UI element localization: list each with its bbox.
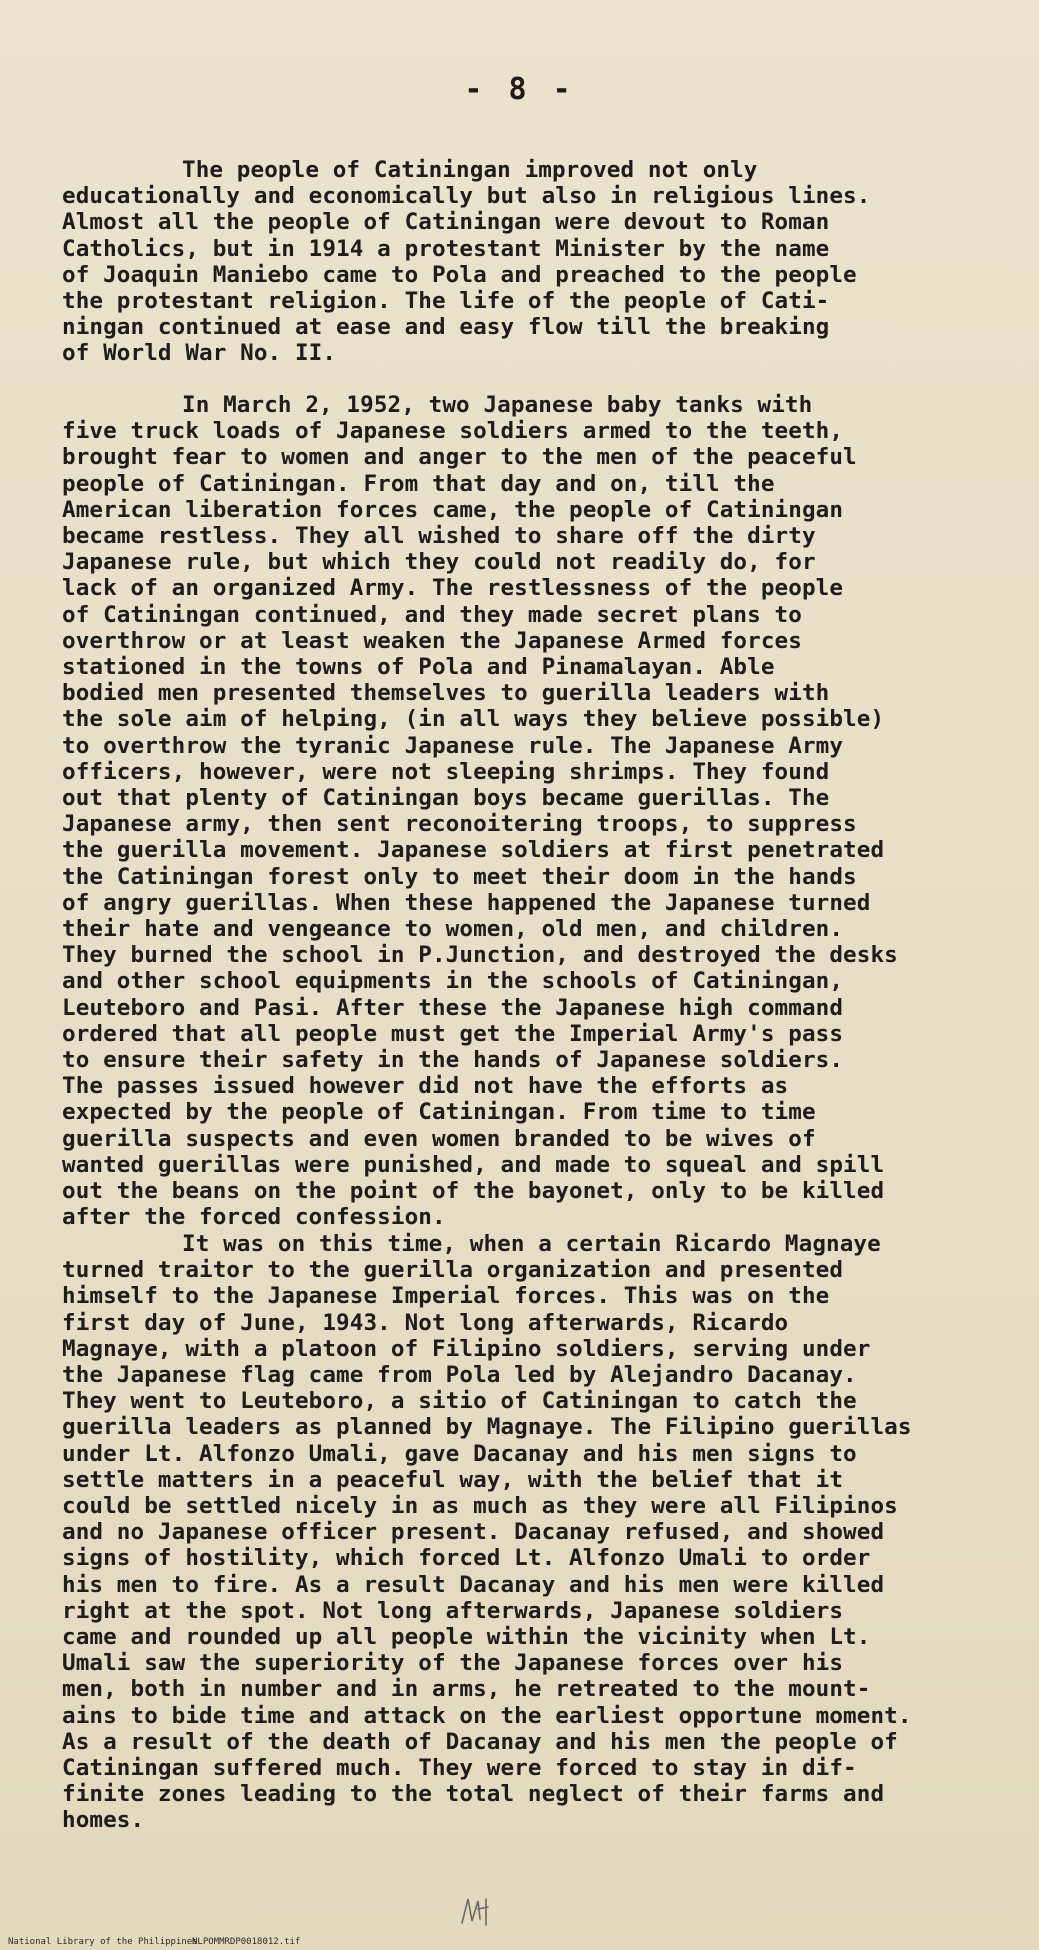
paragraph-line: officers, however, were not sleeping shrimps. They found xyxy=(62,758,830,785)
paragraph-line: out that plenty of Catiningan boys became guerillas. The xyxy=(62,785,830,812)
paragraph-line: became restless. They all wished to share off the dirty xyxy=(62,523,816,550)
paragraph-line: came and rounded up all people within the vicinity when Lt. xyxy=(62,1624,871,1651)
paragraph-line: guerilla leaders as planned by Magnaye. The Filipino guerillas xyxy=(62,1414,912,1441)
paragraph-line: the sole aim of helping, (in all ways they believe possible) xyxy=(62,706,885,733)
paragraph-line: of World War No. II. xyxy=(62,340,337,367)
paragraph-line: ordered that all people must get the Imperial Army's pass xyxy=(62,1020,844,1047)
paragraph-line: They went to Leuteboro, a sitio of Catiningan to catch the xyxy=(62,1388,857,1415)
paragraph-line: the Catiningan forest only to meet their doom in the hands xyxy=(62,863,857,890)
paragraph-line: ningan continued at ease and easy flow till the breaking xyxy=(62,314,830,341)
paragraph-line: lack of an organized Army. The restlessness of the people xyxy=(62,575,844,602)
paragraph-line: the protestant religion. The life of the people of Cati- xyxy=(62,288,830,315)
paragraph-line: They burned the school in P.Junction, and destroyed the desks xyxy=(62,942,898,969)
footer-library-name: National Library of the Philippines xyxy=(8,1937,198,1947)
paragraph-line: their hate and vengeance to women, old men, and children. xyxy=(62,916,844,943)
paragraph-line: of Joaquin Maniebo came to Pola and preached to the people xyxy=(62,261,857,288)
paragraph-line: turned traitor to the guerilla organization and presented xyxy=(62,1257,844,1284)
paragraph-line: and other school equipments in the schools of Catiningan, xyxy=(62,968,844,995)
paragraph-1 xyxy=(62,157,992,367)
paragraph-line: American liberation forces came, the people of Catiningan xyxy=(62,496,844,523)
paragraph-line: In March 2, 1952, two Japanese baby tanks with xyxy=(182,392,813,418)
paragraph-line: Leuteboro and Pasi. After these the Japanese high command xyxy=(62,994,844,1021)
paragraph-line: could be settled nicely in as much as they were all Filipinos xyxy=(62,1493,898,1520)
paragraph-line: Catiningan suffered much. They were forced to stay in dif- xyxy=(62,1755,857,1782)
paragraph-line: Catholics, but in 1914 a protestant Minister by the name xyxy=(62,235,830,262)
paragraph-line: homes. xyxy=(62,1807,145,1834)
handwritten-initials-mark xyxy=(458,1893,494,1929)
paragraph-line: of Catiningan continued, and they made secret plans to xyxy=(62,601,802,628)
paragraph-line: himself to the Japanese Imperial forces. This was on the xyxy=(62,1283,830,1310)
paragraph-line: Magnaye, with a platoon of Filipino soldiers, serving under xyxy=(62,1335,871,1362)
paragraph-line: bodied men presented themselves to guerilla leaders with xyxy=(62,680,830,707)
paragraph-line: guerilla suspects and even women branded to be wives of xyxy=(62,1125,816,1152)
paragraph-line: ains to bide time and attack on the earliest opportune moment. xyxy=(62,1702,912,1729)
paragraph-line: of angry guerillas. When these happened the Japanese turned xyxy=(62,889,871,916)
paragraph-line: first day of June, 1943. Not long afterwards, Ricardo xyxy=(62,1309,789,1336)
paragraph-3 xyxy=(62,1231,992,1834)
paragraph-line: finite zones leading to the total neglect of their farms and xyxy=(62,1781,885,1808)
paragraph-line: to overthrow the tyranic Japanese rule. The Japanese Army xyxy=(62,732,844,759)
paragraph-line: under Lt. Alfonzo Umali, gave Dacanay and his men signs to xyxy=(62,1440,857,1467)
paragraph-line: Japanese army, then sent reconoitering troops, to suppress xyxy=(62,811,857,838)
paragraph-line: expected by the people of Catiningan. From time to time xyxy=(62,1099,816,1126)
paragraph-line: five truck loads of Japanese soldiers armed to the teeth, xyxy=(62,418,844,445)
paragraph-line: The people of Catiningan improved not only xyxy=(182,157,758,183)
paragraph-line: educationally and economically but also in religious lines. xyxy=(62,183,871,210)
paragraph-2 xyxy=(62,392,992,1231)
paragraph-line: to ensure their safety in the hands of Japanese soldiers. xyxy=(62,1047,844,1074)
paragraph-line: Almost all the people of Catiningan were devout to Roman xyxy=(62,209,830,236)
paragraph-line: Japanese rule, but which they could not readily do, for xyxy=(62,549,816,576)
paragraph-line: brought fear to women and anger to the men of the peaceful xyxy=(62,444,857,471)
paragraph-line: the guerilla movement. Japanese soldiers at first penetrated xyxy=(62,837,885,864)
paragraph-line: Umali saw the superiority of the Japanese forces over his xyxy=(62,1650,844,1677)
paragraph-line: out the beans on the point of the bayonet, only to be killed xyxy=(62,1178,885,1205)
paragraph-line: settle matters in a peaceful way, with the belief that it xyxy=(62,1466,844,1493)
paragraph-line: the Japanese flag came from Pola led by Alejandro Dacanay. xyxy=(62,1362,857,1389)
paragraph-line: after the forced confession. xyxy=(62,1204,446,1231)
paragraph-line: overthrow or at least weaken the Japanese Armed forces xyxy=(62,627,802,654)
paragraph-line: It was on this time, when a certain Ricardo Magnaye xyxy=(182,1231,881,1257)
footer-filename: NLPOMMRDP0018012.tif xyxy=(192,1937,301,1947)
paragraph-line: his men to fire. As a result Dacanay and his men were killed xyxy=(62,1571,885,1598)
paragraph-line: wanted guerillas were punished, and made to squeal and spill xyxy=(62,1151,885,1178)
paragraph-line: right at the spot. Not long afterwards, Japanese soldiers xyxy=(62,1597,844,1624)
paragraph-line: signs of hostility, which forced Lt. Alfonzo Umali to order xyxy=(62,1545,871,1572)
paragraph-line: The passes issued however did not have the efforts as xyxy=(62,1073,789,1100)
paragraph-line: and no Japanese officer present. Dacanay refused, and showed xyxy=(62,1519,885,1546)
paragraph-line: As a result of the death of Dacanay and his men the people of xyxy=(62,1728,898,1755)
page-number: - 8 - xyxy=(464,72,575,107)
paragraph-line: stationed in the towns of Pola and Pinamalayan. Able xyxy=(62,654,775,681)
paragraph-line: men, both in number and in arms, he retreated to the mount- xyxy=(62,1676,871,1703)
paragraph-line: people of Catiningan. From that day and on, till the xyxy=(62,470,775,497)
